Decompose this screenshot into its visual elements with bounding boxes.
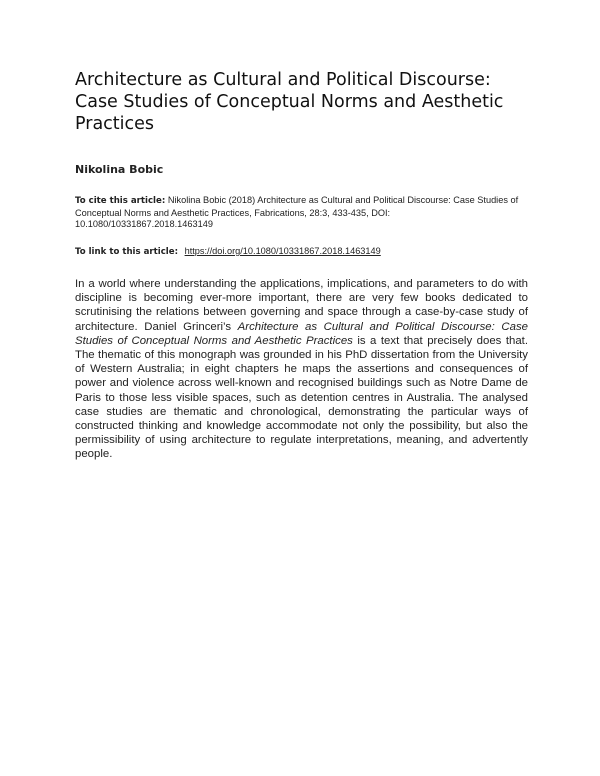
link-label: To link to this article: — [75, 247, 179, 257]
citation-block — [75, 195, 525, 231]
body-text-part2: is a text that precisely does that. The thematic of this monograph was grounded in his PhD dissertation from the University of Western Australia; in eight chapters he maps the assertions and consequences of power and violence across well-known and recognised buildings such as Notre Dame de Paris to those less visible spaces, such as detention centres in Australia. The analysed case studies are thematic and chronological, demonstrating the particular ways of constructed thinking and knowledge accommodate not only the possibility, but also the permissibility of using architecture to regulate interpretations, meaning, and advertently people. — [75, 334, 528, 461]
body-text-part1: In a world where understanding the applications, implications, and parameters to do with discipline is becoming ever-more important, there are very few books dedicated to scrutinising the relations between governing and space through a case-by-case study of architecture. Daniel Grinceri’s — [75, 278, 528, 333]
body-paragraph — [75, 277, 528, 462]
cite-label: To cite this article: — [75, 196, 166, 206]
article-link-line — [75, 246, 381, 257]
article-title: Architecture as Cultural and Political Discourse: Case Studies of Conceptual Norms and Aesthetic Practices — [75, 70, 504, 134]
article-author: Nikolina Bobic — [75, 163, 164, 176]
book-title-italic: Architecture as Cultural and Political Discourse: Case Studies of Conceptual Norms and Aesthetic Practices — [75, 320, 528, 347]
doi-link[interactable]: https://doi.org/10.1080/10331867.2018.1463149 — [184, 246, 381, 256]
cite-text: Nikolina Bobic (2018) Architecture as Cultural and Political Discourse: Case Studies of Conceptual Norms and Aesthetic Practices, Fabrications, 28:3, 433-435, DOI: 10.1080/10331867.2018.1463149 — [75, 195, 519, 229]
